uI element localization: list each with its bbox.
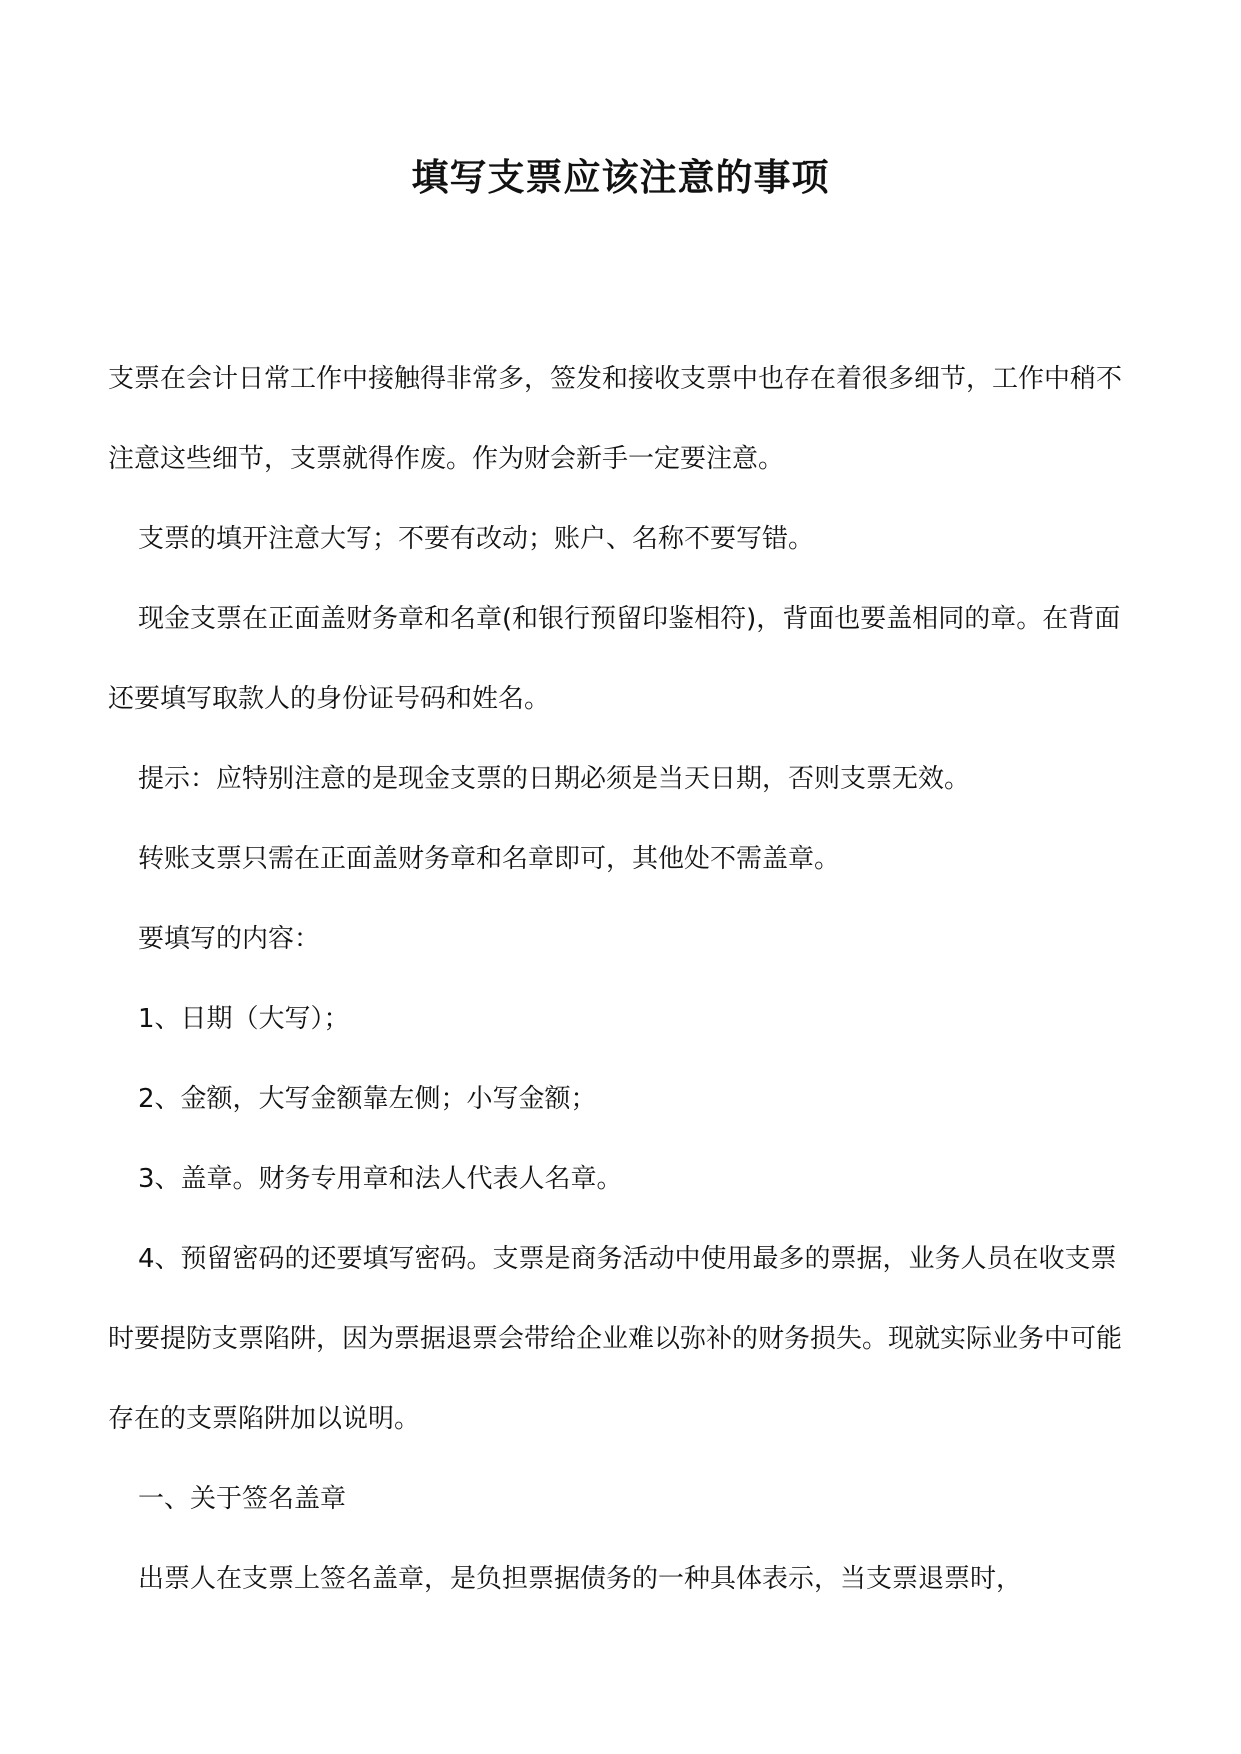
paragraph-content-heading: 要填写的内容：: [138, 924, 321, 954]
document-title: 填写支票应该注意的事项: [411, 155, 830, 199]
list-item-stamp: 3、盖章。财务专用章和法人代表人名章。: [138, 1164, 623, 1194]
paragraph-signature: 出票人在支票上签名盖章，是负担票据债务的一种具体表示，当支票退票时，: [138, 1564, 1023, 1594]
paragraph-intro: 支票在会计日常工作中接触得非常多，签发和接收支票中也存在着很多细节，工作中稍不注意这些细节，支票就得作废。作为财会新手一定要注意。: [108, 364, 1123, 474]
paragraph-transfer-cheque: 转账支票只需在正面盖财务章和名章即可，其他处不需盖章。: [138, 844, 841, 874]
list-item-password: 4、预留密码的还要填写密码。支票是商务活动中使用最多的票据，业务人员在收支票时要提防支票陷阱，因为票据退票会带给企业难以弥补的财务损失。现就实际业务中可能存在的支票陷阱加以说明。: [108, 1244, 1123, 1434]
paragraph-fill-notes: 支票的填开注意大写；不要有改动；账户、名称不要写错。: [138, 524, 815, 554]
paragraph-tip: 提示：应特别注意的是现金支票的日期必须是当天日期，否则支票无效。: [138, 764, 971, 794]
list-item-amount: 2、金额，大写金额靠左侧；小写金额；: [138, 1084, 597, 1114]
section-heading-signature: 一、关于签名盖章: [138, 1484, 347, 1514]
document-body: [108, 339, 1138, 1619]
list-item-date: 1、日期（大写）；: [138, 1004, 350, 1034]
paragraph-cash-cheque-stamps: 现金支票在正面盖财务章和名章(和银行预留印鉴相符)，背面也要盖相同的章。在背面还要填写取款人的身份证号码和姓名。: [108, 604, 1121, 714]
